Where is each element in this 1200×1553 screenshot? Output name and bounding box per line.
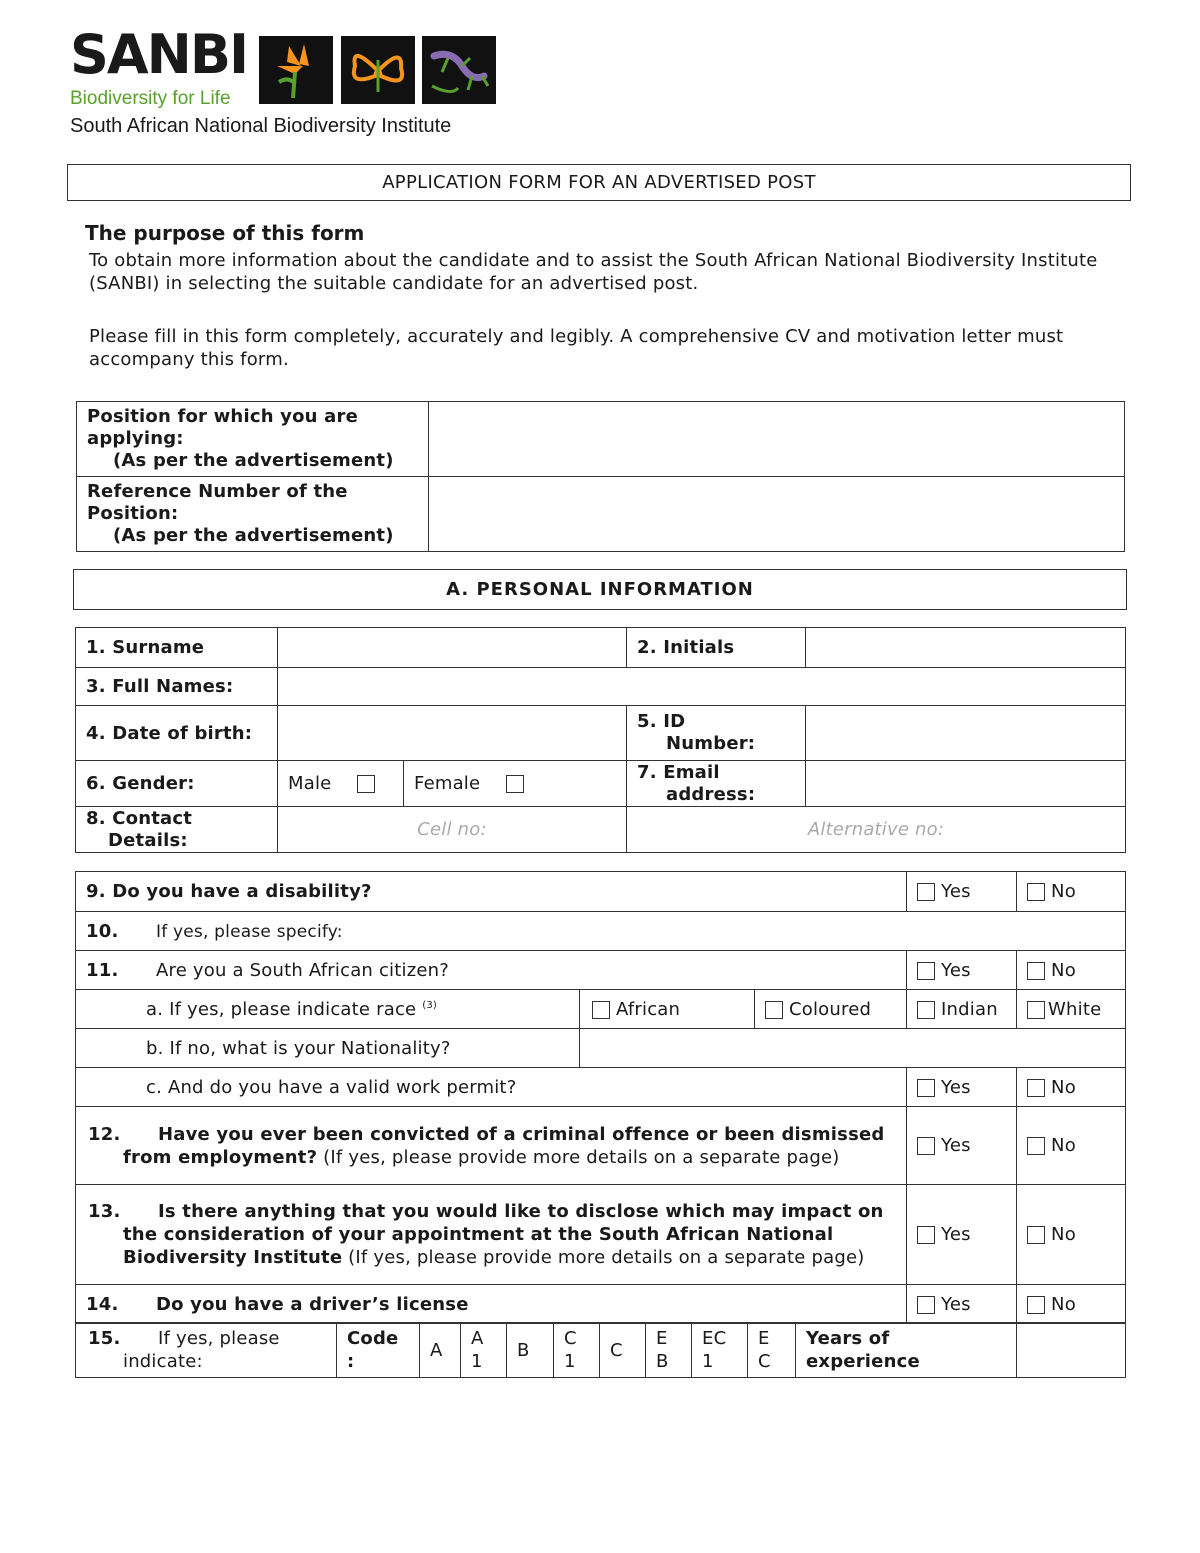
race-indian-label: Indian	[941, 998, 998, 1020]
q13-question: Is there anything that you would like to disclose which may impact on the consideration of your appointment at the South African National Biodiversity Institute	[123, 1201, 884, 1268]
q11-label: Are you a South African citizen?	[156, 959, 450, 981]
q9-no-checkbox[interactable]	[1027, 883, 1045, 901]
q11-no-checkbox[interactable]	[1027, 962, 1045, 980]
purpose-heading: The purpose of this form	[85, 221, 365, 245]
q11c-no-checkbox[interactable]	[1027, 1079, 1045, 1097]
race-coloured-label: Coloured	[789, 998, 872, 1020]
license-code-a1[interactable]: A 1	[461, 1323, 507, 1378]
race-african-label: African	[616, 998, 681, 1020]
full-names-label: 3. Full Names:	[76, 668, 278, 706]
q14-yes-checkbox[interactable]	[917, 1296, 935, 1314]
cell-number-input[interactable]: Cell no:	[278, 807, 627, 853]
q9-yes-label: Yes	[941, 881, 971, 902]
q12-number: 12.	[88, 1123, 121, 1145]
male-checkbox[interactable]	[357, 775, 375, 793]
logo-wordmark: SANBI	[70, 23, 248, 86]
q11-yes-checkbox[interactable]	[917, 962, 935, 980]
q10-label: If yes, please specify:	[156, 921, 343, 942]
license-table	[75, 1322, 1126, 1378]
race-white-checkbox[interactable]	[1027, 1001, 1045, 1019]
q13-no[interactable]	[1017, 1185, 1126, 1285]
q14-label: Do you have a driver’s license	[156, 1293, 469, 1315]
q13-no-checkbox[interactable]	[1027, 1226, 1045, 1244]
q11a-footnote: (3)	[422, 999, 437, 1011]
q12-question: Have you ever been convicted of a criminal offence or been dismissed from employment?	[123, 1123, 885, 1168]
q12-no-label: No	[1051, 1135, 1076, 1156]
license-code-a[interactable]: A	[420, 1323, 461, 1378]
email-label-line1: 7. Email	[637, 761, 720, 783]
personal-info-table	[75, 627, 1126, 853]
q13-no-label: No	[1051, 1224, 1076, 1245]
instructions-paragraph: Please fill in this form completely, accurately and legibly. A comprehensive CV and motivation letter must accompany this form.	[89, 326, 1064, 370]
email-label	[627, 761, 806, 807]
q14-yes[interactable]	[907, 1285, 1017, 1324]
butterfly-logo-icon	[341, 36, 415, 104]
years-experience-input[interactable]	[1017, 1323, 1126, 1378]
q11-yes-label: Yes	[941, 959, 971, 981]
contact-label-line2: Details:	[108, 829, 188, 851]
race-white[interactable]	[1017, 990, 1126, 1029]
q13-yes-checkbox[interactable]	[917, 1226, 935, 1244]
q9-no[interactable]	[1017, 872, 1126, 912]
position-note: (As per the advertisement)	[113, 450, 394, 471]
position-label-cell	[77, 402, 429, 477]
q14-number: 14.	[86, 1293, 119, 1315]
female-checkbox[interactable]	[506, 775, 524, 793]
q11c-yes-label: Yes	[941, 1076, 971, 1098]
id-number-label	[627, 706, 806, 761]
email-input[interactable]	[806, 761, 1126, 807]
q13-number: 13.	[88, 1201, 121, 1222]
license-code-b[interactable]: B	[507, 1323, 554, 1378]
q11c-row	[76, 1068, 907, 1107]
id-number-input[interactable]	[806, 706, 1126, 761]
q9-yes-checkbox[interactable]	[917, 883, 935, 901]
bird-of-paradise-logo-icon	[259, 36, 333, 104]
initials-input[interactable]	[806, 628, 1126, 668]
q11-no-label: No	[1051, 959, 1076, 981]
nationality-input[interactable]	[580, 1029, 1126, 1068]
full-names-input[interactable]	[278, 668, 1126, 706]
q10-row[interactable]	[76, 912, 1126, 951]
q11c-yes[interactable]	[907, 1068, 1017, 1107]
reference-label: Reference Number of the Position:	[87, 481, 348, 524]
license-code-c[interactable]: C	[600, 1323, 646, 1378]
q12-row	[76, 1107, 907, 1185]
q11b-label: b. If no, what is your Nationality?	[146, 1037, 451, 1059]
q12-note: (If yes, please provide more details on a separate page)	[317, 1146, 840, 1168]
q12-yes-label: Yes	[941, 1135, 971, 1156]
surname-label: 1. Surname	[76, 628, 278, 668]
lizard-logo-icon	[422, 36, 496, 104]
logo-institute-name: South African National Biodiversity Institute	[70, 115, 452, 137]
q10-number: 10.	[86, 920, 119, 942]
q9-yes[interactable]	[907, 872, 1017, 912]
position-input[interactable]	[429, 402, 1125, 477]
license-code-ec1[interactable]: EC 1	[692, 1323, 748, 1378]
gender-male-cell[interactable]	[278, 761, 404, 807]
q15-label-cell	[76, 1323, 337, 1378]
id-number-label-line1: 5. ID	[637, 711, 686, 732]
license-code-ec[interactable]: E C	[748, 1323, 796, 1378]
position-table	[76, 401, 1125, 552]
q11c-no[interactable]	[1017, 1068, 1126, 1107]
q13-yes[interactable]	[907, 1185, 1017, 1285]
q11-yes[interactable]	[907, 951, 1017, 990]
q15-label: If yes, please indicate:	[123, 1328, 280, 1372]
q14-row	[76, 1285, 907, 1324]
q12-no[interactable]	[1017, 1107, 1126, 1185]
q11c-yes-checkbox[interactable]	[917, 1079, 935, 1097]
q11a-label: a. If yes, please indicate race	[146, 998, 417, 1020]
position-label: Position for which you are applying:	[87, 406, 358, 449]
q11a-row	[76, 990, 580, 1029]
race-indian[interactable]	[907, 990, 1017, 1029]
reference-number-input[interactable]	[429, 477, 1125, 552]
license-code-c1[interactable]: C 1	[554, 1323, 600, 1378]
female-label: Female	[414, 773, 481, 794]
q9-label: 9. Do you have a disability?	[76, 872, 907, 912]
q13-note: (If yes, please provide more details on a separate page)	[342, 1247, 865, 1268]
q12-yes[interactable]	[907, 1107, 1017, 1185]
q14-yes-label: Yes	[941, 1293, 971, 1315]
contact-label-line1: 8. Contact	[86, 807, 193, 829]
q14-no-checkbox[interactable]	[1027, 1296, 1045, 1314]
purpose-paragraph: To obtain more information about the candidate and to assist the South African National Biodiversity Institute (SANBI) in selecting the suitable candidate for an advertised post.	[89, 250, 1098, 294]
license-code-eb[interactable]: E B	[646, 1323, 692, 1378]
q13-yes-label: Yes	[941, 1224, 971, 1245]
q11-no[interactable]	[1017, 951, 1126, 990]
dob-input[interactable]	[278, 706, 627, 761]
section-a-header	[73, 569, 1127, 610]
q11b-row	[76, 1029, 580, 1068]
alternative-number-input[interactable]: Alternative no:	[627, 807, 1126, 853]
gender-label: 6. Gender:	[76, 761, 278, 807]
q9-no-label: No	[1051, 881, 1076, 902]
q11-row	[76, 951, 907, 990]
q12-no-checkbox[interactable]	[1027, 1137, 1045, 1155]
contact-label	[76, 807, 278, 853]
code-label: Code :	[337, 1323, 420, 1378]
race-coloured[interactable]	[755, 990, 907, 1029]
email-label-line2: address:	[666, 783, 756, 805]
q13-row	[76, 1185, 907, 1285]
logo-tagline: Biodiversity for Life	[70, 88, 231, 109]
q11-number: 11.	[86, 959, 119, 981]
id-number-label-line2: Number:	[666, 733, 756, 754]
q14-no-label: No	[1051, 1293, 1076, 1315]
initials-label: 2. Initials	[627, 628, 806, 668]
years-experience-label: Years of experience	[796, 1323, 1017, 1378]
section-a-title: A. PERSONAL INFORMATION	[74, 570, 1127, 610]
race-coloured-checkbox[interactable]	[765, 1001, 783, 1019]
reference-label-cell	[77, 477, 429, 552]
race-indian-checkbox[interactable]	[917, 1001, 935, 1019]
q11c-label: c. And do you have a valid work permit?	[146, 1076, 517, 1098]
questions-table	[75, 871, 1126, 1324]
surname-input[interactable]	[278, 628, 627, 668]
race-african[interactable]	[580, 990, 755, 1029]
form-title: APPLICATION FORM FOR AN ADVERTISED POST	[67, 164, 1131, 201]
male-label: Male	[288, 773, 332, 794]
gender-female-cell[interactable]	[404, 761, 627, 807]
q12-yes-checkbox[interactable]	[917, 1137, 935, 1155]
q11c-no-label: No	[1051, 1076, 1076, 1098]
q14-no[interactable]	[1017, 1285, 1126, 1324]
dob-label: 4. Date of birth:	[76, 706, 278, 761]
race-white-label: White	[1048, 998, 1102, 1020]
reference-note: (As per the advertisement)	[113, 525, 394, 546]
q15-number: 15.	[88, 1328, 121, 1349]
race-african-checkbox[interactable]	[592, 1001, 610, 1019]
